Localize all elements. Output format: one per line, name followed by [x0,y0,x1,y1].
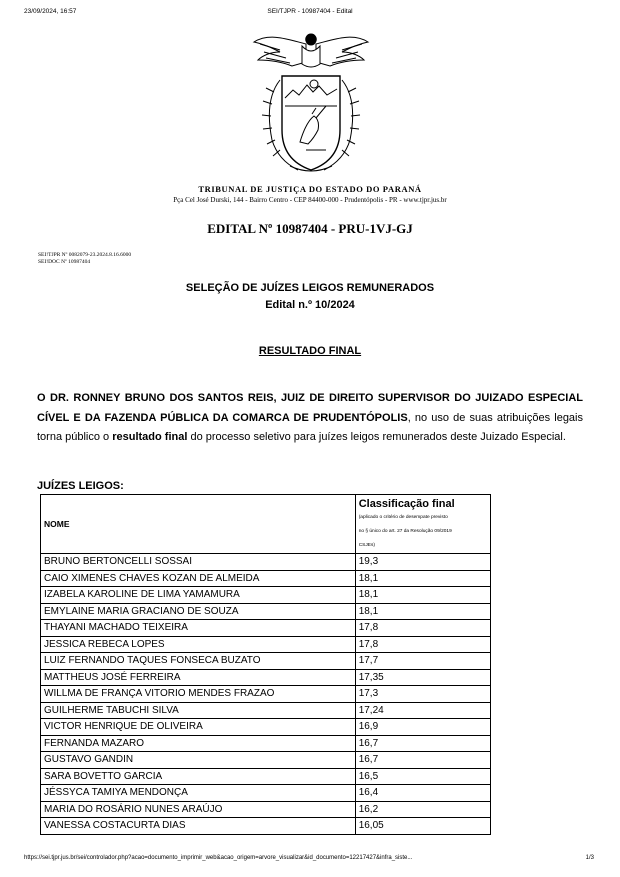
candidate-name: CAIO XIMENES CHAVES KOZAN DE ALMEIDA [41,570,356,587]
table-row [41,570,491,587]
parana-coat-of-arms-icon [250,32,372,180]
candidate-score: 16,9 [355,719,490,736]
table-row [41,554,491,571]
header-score-label: Classificação final [358,498,455,510]
candidate-name: VANESSA COSTACURTA DIAS [41,818,356,835]
candidate-name: FERNANDA MAZARO [41,735,356,752]
paragraph-text-2: do processo seletivo para juízes leigos remunerados deste Juizado Especial. [187,431,566,443]
header-score-note-2: no § único do art. 27 da Resolução 09/2019 [358,529,452,534]
judge-intro: O DR. RONNEY BRUNO DOS SANTOS REIS, JUIZ DE DIREITO SUPERVISOR DO JUIZADO ESPECIAL CÍVEL E DA FAZENDA PÚBLICA DA COMARCA DE PRUDENTÓPOLIS [37,392,583,424]
table-row [41,719,491,736]
table-row [41,752,491,769]
print-url: https://sei.tjpr.jus.br/sei/controlador.php?acao=documento_imprimir_web&acao_origem=arvore_visualizar&id_documento=12217427&infra_siste... [24,855,413,861]
result-title: RESULTADO FINAL [258,345,362,357]
candidate-name: VICTOR HENRIQUE DE OLIVEIRA [41,719,356,736]
candidate-name: JESSICA REBECA LOPES [41,636,356,653]
candidate-name: MATTHEUS JOSÉ FERREIRA [41,669,356,686]
page-number: 1/3 [585,855,594,861]
table-row [41,768,491,785]
candidate-name: GUILHERME TABUCHI SILVA [41,702,356,719]
table-header-row [41,495,491,554]
selection-title: SELEÇÃO DE JUÍZES LEIGOS REMUNERADOS [185,282,435,294]
announcement-paragraph [37,389,583,448]
court-header [0,184,620,204]
candidate-score: 17,24 [355,702,490,719]
candidate-score: 16,5 [355,768,490,785]
table-row [41,801,491,818]
candidate-name: BRUNO BERTONCELLI SOSSAI [41,554,356,571]
table-row [41,669,491,686]
table-row [41,686,491,703]
selection-subtitle: Edital n.º 10/2024 [265,299,355,311]
selection-heading [0,280,620,314]
candidate-score: 17,3 [355,686,490,703]
candidate-score: 16,2 [355,801,490,818]
header-score [355,495,490,554]
candidate-name: GUSTAVO GANDIN [41,752,356,769]
table-row [41,587,491,604]
document-refs [38,252,131,266]
table-row [41,702,491,719]
candidate-name: LUIZ FERNANDO TAQUES FONSECA BUZATO [41,653,356,670]
candidate-score: 18,1 [355,587,490,604]
section-label: JUÍZES LEIGOS: [37,480,124,492]
candidate-name: EMYLAINE MARIA GRACIANO DE SOUZA [41,603,356,620]
print-datetime: 23/09/2024, 16:57 [24,8,77,15]
candidate-name: IZABELA KAROLINE DE LIMA YAMAMURA [41,587,356,604]
candidate-score: 17,8 [355,620,490,637]
candidate-name: THAYANI MACHADO TEIXEIRA [41,620,356,637]
candidate-score: 16,4 [355,785,490,802]
print-doc-title: SEI/TJPR - 10987404 - Edital [267,8,353,15]
sei-doc-number: SEI!DOC Nº 10987404 [38,259,91,265]
court-address: Pça Cel José Durski, 144 - Bairro Centro - CEP 84400-000 - Prudentópolis - PR - www.tjpr.jus.br [173,196,447,204]
candidate-score: 16,05 [355,818,490,835]
header-score-note-1: (aplicado o critério de desempate previsto [358,515,448,520]
candidate-score: 17,7 [355,653,490,670]
paragraph-text-1: , no uso de suas atribuições legais torna público o [37,411,583,443]
candidate-name: JÉSSYCA TAMIYA MENDONÇA [41,785,356,802]
candidate-name: SARA BOVETTO GARCIA [41,768,356,785]
candidate-name: WILLMA DE FRANÇA VITORIO MENDES FRAZAO [41,686,356,703]
edital-title: EDITAL Nº 10987404 - PRU-1VJ-GJ [207,221,413,236]
table-row [41,735,491,752]
candidate-score: 18,1 [355,570,490,587]
candidate-score: 19,3 [355,554,490,571]
candidate-score: 18,1 [355,603,490,620]
header-name: NOME [41,495,356,554]
candidate-score: 17,35 [355,669,490,686]
table-row [41,636,491,653]
candidate-name: MARIA DO ROSÁRIO NUNES ARAÚJO [41,801,356,818]
table-row [41,603,491,620]
table-row [41,653,491,670]
table-row [41,620,491,637]
court-name: TRIBUNAL DE JUSTIÇA DO ESTADO DO PARANÁ [198,184,422,194]
results-table [40,494,491,835]
header-score-note-3: CSJEs) [358,543,375,548]
table-row [41,818,491,835]
process-number: SEI!TJPR Nº 0082079-23.2024.8.16.6000 [38,252,132,258]
candidate-score: 17,8 [355,636,490,653]
result-emphasis: resultado final [112,431,188,443]
candidate-score: 16,7 [355,735,490,752]
candidate-score: 16,7 [355,752,490,769]
table-row [41,785,491,802]
